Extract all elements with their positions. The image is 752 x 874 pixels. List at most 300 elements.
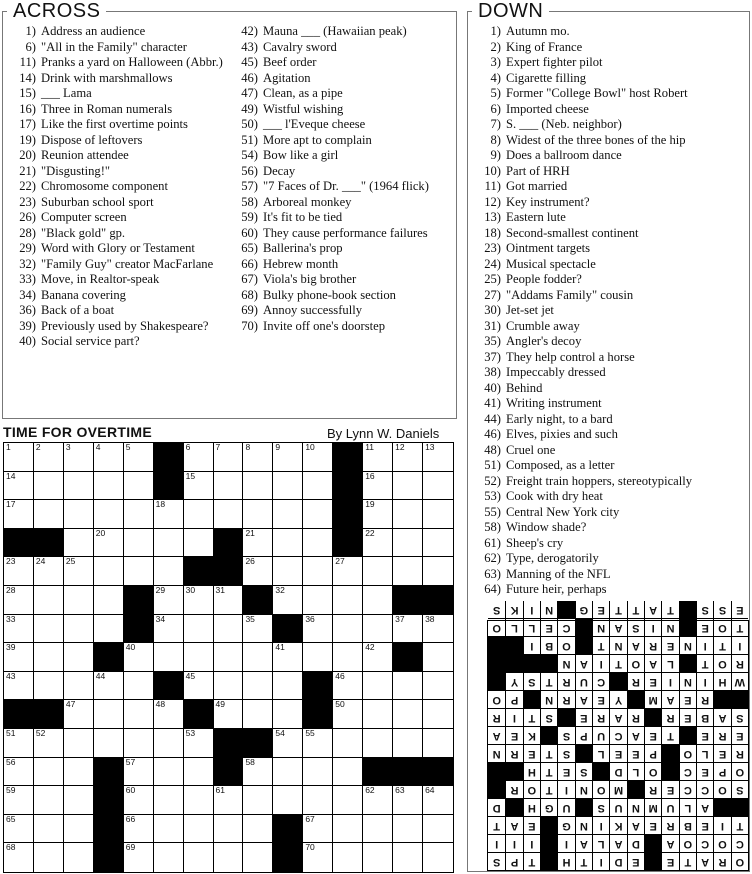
grid-cell[interactable] bbox=[34, 615, 64, 644]
grid-block bbox=[4, 700, 34, 729]
solution-block bbox=[540, 816, 557, 834]
grid-cell[interactable] bbox=[154, 586, 184, 615]
grid-block bbox=[124, 615, 154, 644]
across-clue bbox=[3, 148, 225, 164]
grid-cell[interactable] bbox=[393, 472, 423, 501]
across-clue bbox=[225, 241, 453, 257]
solution-letter: M bbox=[609, 780, 626, 798]
clue-number: 2) bbox=[490, 39, 501, 54]
grid-cell[interactable] bbox=[124, 729, 154, 758]
grid-cell[interactable] bbox=[184, 443, 214, 472]
grid-cell[interactable] bbox=[184, 643, 214, 672]
grid-cell[interactable] bbox=[214, 815, 244, 844]
grid-cell[interactable] bbox=[154, 843, 184, 872]
grid-cell[interactable] bbox=[393, 700, 423, 729]
grid-cell[interactable] bbox=[34, 643, 64, 672]
cell-number: 37 bbox=[395, 613, 405, 624]
grid-cell[interactable] bbox=[184, 786, 214, 815]
grid-cell[interactable] bbox=[154, 758, 184, 787]
grid-cell[interactable] bbox=[363, 529, 393, 558]
grid-cell[interactable] bbox=[64, 729, 94, 758]
grid-cell[interactable] bbox=[363, 672, 393, 701]
down-clue bbox=[468, 210, 743, 226]
grid-cell[interactable] bbox=[303, 843, 333, 872]
grid-cell[interactable] bbox=[303, 557, 333, 586]
grid-cell[interactable] bbox=[423, 843, 453, 872]
grid-cell[interactable] bbox=[94, 557, 124, 586]
grid-cell[interactable] bbox=[333, 815, 363, 844]
solution-letter: I bbox=[731, 636, 748, 654]
grid-cell[interactable] bbox=[363, 443, 393, 472]
grid-cell[interactable] bbox=[184, 758, 214, 787]
clue-text: Previously used by Shakespeare? bbox=[41, 318, 209, 333]
grid-cell[interactable] bbox=[154, 700, 184, 729]
grid-cell[interactable] bbox=[303, 815, 333, 844]
grid-cell[interactable] bbox=[34, 843, 64, 872]
grid-cell[interactable] bbox=[94, 500, 124, 529]
clue-text: They cause performance failures bbox=[263, 225, 428, 240]
cell-number: 18 bbox=[155, 499, 166, 510]
grid-cell[interactable] bbox=[333, 729, 363, 758]
grid-cell[interactable] bbox=[363, 843, 393, 872]
solution-letter: D bbox=[488, 798, 505, 816]
clue-text: Viola's big brother bbox=[263, 272, 357, 286]
down-clue bbox=[468, 443, 743, 459]
grid-cell[interactable] bbox=[363, 472, 393, 501]
clue-number: 56) bbox=[241, 163, 258, 178]
grid-cell[interactable] bbox=[184, 729, 214, 758]
down-clue bbox=[468, 102, 743, 118]
grid-cell[interactable] bbox=[64, 815, 94, 844]
solution-letter: N bbox=[575, 780, 592, 798]
grid-cell[interactable] bbox=[4, 472, 34, 501]
clue-text: Central New York city bbox=[506, 504, 620, 519]
solution-block bbox=[713, 798, 730, 816]
across-clue bbox=[3, 257, 225, 273]
grid-cell[interactable] bbox=[64, 615, 94, 644]
grid-cell[interactable] bbox=[423, 700, 453, 729]
solution-letter: E bbox=[679, 708, 696, 726]
grid-cell[interactable] bbox=[363, 586, 393, 615]
grid-cell[interactable] bbox=[64, 557, 94, 586]
grid-cell[interactable] bbox=[363, 643, 393, 672]
clue-number: 55) bbox=[484, 504, 501, 519]
grid-cell[interactable] bbox=[184, 500, 214, 529]
grid-cell[interactable] bbox=[4, 672, 34, 701]
solution-letter: R bbox=[731, 654, 748, 672]
grid-cell[interactable] bbox=[4, 643, 34, 672]
grid-cell[interactable] bbox=[393, 672, 423, 701]
grid-cell[interactable] bbox=[273, 500, 303, 529]
grid-cell[interactable] bbox=[423, 500, 453, 529]
solution-letter: C bbox=[679, 780, 696, 798]
grid-cell[interactable] bbox=[243, 672, 273, 701]
grid-cell[interactable] bbox=[214, 443, 244, 472]
grid-cell[interactable] bbox=[273, 443, 303, 472]
grid-cell[interactable] bbox=[243, 443, 273, 472]
clue-text: Invite off one's doorstep bbox=[263, 318, 386, 333]
grid-cell[interactable] bbox=[64, 700, 94, 729]
grid-cell[interactable] bbox=[303, 729, 333, 758]
solution-letter: E bbox=[731, 726, 748, 744]
solution-block bbox=[644, 708, 661, 726]
grid-cell[interactable] bbox=[393, 729, 423, 758]
grid-cell[interactable] bbox=[124, 758, 154, 787]
solution-letter: O bbox=[679, 834, 696, 852]
grid-cell[interactable] bbox=[34, 786, 64, 815]
grid-cell[interactable] bbox=[94, 615, 124, 644]
grid-cell[interactable] bbox=[303, 500, 333, 529]
solution-letter: O bbox=[713, 654, 730, 672]
clue-text: People fodder? bbox=[506, 272, 582, 286]
grid-cell[interactable] bbox=[94, 700, 124, 729]
cell-number: 64 bbox=[425, 785, 435, 796]
grid-block bbox=[154, 672, 184, 701]
grid-cell[interactable] bbox=[273, 529, 303, 558]
grid-cell[interactable] bbox=[363, 557, 393, 586]
grid-cell[interactable] bbox=[124, 472, 154, 501]
solution-letter: Y bbox=[505, 672, 522, 690]
grid-cell[interactable] bbox=[303, 643, 333, 672]
grid-cell[interactable] bbox=[273, 729, 303, 758]
grid-cell[interactable] bbox=[273, 557, 303, 586]
grid-cell[interactable] bbox=[184, 815, 214, 844]
across-clue bbox=[225, 195, 453, 211]
grid-cell[interactable] bbox=[4, 586, 34, 615]
grid-cell[interactable] bbox=[393, 815, 423, 844]
grid-cell[interactable] bbox=[154, 557, 184, 586]
grid-cell[interactable] bbox=[423, 729, 453, 758]
grid-cell[interactable] bbox=[214, 586, 244, 615]
grid-cell[interactable] bbox=[34, 500, 64, 529]
grid-block bbox=[423, 758, 453, 787]
grid-cell[interactable] bbox=[64, 758, 94, 787]
across-clue bbox=[3, 272, 225, 288]
down-clue bbox=[468, 24, 743, 40]
cell-number: 10 bbox=[305, 442, 315, 452]
grid-cell[interactable] bbox=[94, 472, 124, 501]
grid-cell[interactable] bbox=[124, 529, 154, 558]
grid-cell[interactable] bbox=[154, 815, 184, 844]
grid-cell[interactable] bbox=[94, 729, 124, 758]
solution-letter: N bbox=[488, 744, 505, 762]
grid-cell[interactable] bbox=[154, 500, 184, 529]
solution-letter: R bbox=[661, 708, 678, 726]
grid-cell[interactable] bbox=[184, 672, 214, 701]
grid-cell[interactable] bbox=[243, 643, 273, 672]
grid-cell[interactable] bbox=[363, 615, 393, 644]
grid-block bbox=[243, 586, 273, 615]
grid-cell[interactable] bbox=[243, 472, 273, 501]
grid-cell[interactable] bbox=[214, 472, 244, 501]
grid-cell[interactable] bbox=[273, 586, 303, 615]
cell-number: 53 bbox=[185, 728, 196, 738]
grid-cell[interactable] bbox=[4, 815, 34, 844]
grid-cell[interactable] bbox=[214, 786, 244, 815]
grid-cell[interactable] bbox=[4, 557, 34, 586]
grid-block bbox=[214, 557, 244, 586]
grid-cell[interactable] bbox=[243, 529, 273, 558]
grid-cell[interactable] bbox=[303, 443, 333, 472]
clue-text: They help control a horse bbox=[506, 349, 635, 364]
cell-number: 6 bbox=[185, 442, 191, 452]
across-clue bbox=[225, 24, 453, 40]
grid-cell[interactable] bbox=[34, 815, 64, 844]
grid-cell[interactable] bbox=[94, 443, 124, 472]
solution-letter: U bbox=[609, 798, 626, 816]
grid-cell[interactable] bbox=[4, 500, 34, 529]
solution-block bbox=[540, 852, 557, 870]
grid-cell[interactable] bbox=[243, 815, 273, 844]
clue-number: 27) bbox=[484, 287, 501, 302]
grid-cell[interactable] bbox=[124, 843, 154, 872]
grid-cell[interactable] bbox=[64, 843, 94, 872]
grid-cell[interactable] bbox=[423, 443, 453, 472]
grid-cell[interactable] bbox=[64, 443, 94, 472]
grid-cell[interactable] bbox=[333, 786, 363, 815]
grid-cell[interactable] bbox=[303, 615, 333, 644]
clue-number: 39) bbox=[19, 318, 36, 333]
grid-cell[interactable] bbox=[214, 615, 244, 644]
clue-number: 34) bbox=[19, 287, 36, 302]
grid-cell[interactable] bbox=[4, 758, 34, 787]
solution-block bbox=[488, 654, 505, 672]
grid-cell[interactable] bbox=[34, 557, 64, 586]
grid-cell[interactable] bbox=[64, 529, 94, 558]
grid-cell[interactable] bbox=[64, 500, 94, 529]
grid-cell[interactable] bbox=[273, 672, 303, 701]
grid-cell[interactable] bbox=[273, 472, 303, 501]
grid-cell[interactable] bbox=[184, 615, 214, 644]
grid-cell[interactable] bbox=[124, 643, 154, 672]
clue-text: Pranks a yard on Halloween (Abbr.) bbox=[41, 55, 223, 69]
clue-number: 46) bbox=[241, 70, 258, 85]
solution-letter: N bbox=[540, 601, 557, 618]
solution-letter: E bbox=[696, 816, 713, 834]
solution-letter: D bbox=[609, 762, 626, 780]
solution-letter: C bbox=[696, 834, 713, 852]
grid-cell[interactable] bbox=[393, 500, 423, 529]
grid-cell[interactable] bbox=[4, 443, 34, 472]
grid-cell[interactable] bbox=[363, 500, 393, 529]
solution-letter: I bbox=[713, 816, 730, 834]
grid-cell[interactable] bbox=[393, 786, 423, 815]
grid-cell[interactable] bbox=[333, 843, 363, 872]
clue-number: 22) bbox=[19, 179, 36, 193]
cell-number: 47 bbox=[65, 699, 76, 710]
grid-cell[interactable] bbox=[124, 815, 154, 844]
grid-block bbox=[94, 843, 124, 872]
solution-letter: S bbox=[713, 601, 730, 618]
cell-number: 58 bbox=[245, 756, 255, 767]
grid-cell[interactable] bbox=[4, 615, 34, 644]
solution-letter: O bbox=[557, 636, 574, 654]
across-clue bbox=[225, 71, 453, 87]
grid-cell[interactable] bbox=[423, 472, 453, 501]
clue-text: Jet-set jet bbox=[506, 303, 554, 317]
grid-cell[interactable] bbox=[124, 500, 154, 529]
grid-cell[interactable] bbox=[303, 472, 333, 501]
grid-cell[interactable] bbox=[64, 672, 94, 701]
across-clue bbox=[225, 148, 453, 164]
solution-block bbox=[644, 852, 661, 870]
grid-cell[interactable] bbox=[423, 815, 453, 844]
grid-cell[interactable] bbox=[243, 786, 273, 815]
grid-cell[interactable] bbox=[94, 529, 124, 558]
solution-letter: A bbox=[609, 618, 626, 636]
grid-cell[interactable] bbox=[124, 672, 154, 701]
grid-cell[interactable] bbox=[303, 586, 333, 615]
solution-letter: T bbox=[540, 672, 557, 690]
grid-cell[interactable] bbox=[154, 615, 184, 644]
solution-block bbox=[609, 672, 626, 690]
grid-cell[interactable] bbox=[243, 500, 273, 529]
grid-cell[interactable] bbox=[34, 472, 64, 501]
grid-cell[interactable] bbox=[214, 672, 244, 701]
grid-cell[interactable] bbox=[34, 672, 64, 701]
clue-number: 24) bbox=[484, 256, 501, 271]
grid-cell[interactable] bbox=[273, 643, 303, 672]
grid-cell[interactable] bbox=[333, 643, 363, 672]
grid-cell[interactable] bbox=[423, 643, 453, 672]
grid-cell[interactable] bbox=[94, 586, 124, 615]
grid-block bbox=[94, 815, 124, 844]
grid-cell[interactable] bbox=[303, 758, 333, 787]
solution-letter: T bbox=[488, 816, 505, 834]
down-clue bbox=[468, 365, 743, 381]
clue-text: Mauna ___ (Hawaiian peak) bbox=[263, 24, 407, 38]
grid-cell[interactable] bbox=[393, 529, 423, 558]
grid-cell[interactable] bbox=[333, 615, 363, 644]
grid-cell[interactable] bbox=[333, 586, 363, 615]
solution-letter: D bbox=[627, 834, 644, 852]
solution-letter: Y bbox=[609, 690, 626, 708]
grid-cell[interactable] bbox=[393, 557, 423, 586]
grid-cell[interactable] bbox=[124, 700, 154, 729]
solution-letter: N bbox=[627, 798, 644, 816]
grid-cell[interactable] bbox=[214, 700, 244, 729]
clue-text: Bow like a girl bbox=[263, 148, 339, 162]
grid-cell[interactable] bbox=[423, 557, 453, 586]
grid-cell[interactable] bbox=[154, 529, 184, 558]
grid-cell[interactable] bbox=[154, 729, 184, 758]
solution-letter: S bbox=[488, 852, 505, 870]
grid-cell[interactable] bbox=[243, 843, 273, 872]
grid-cell[interactable] bbox=[243, 700, 273, 729]
grid-cell[interactable] bbox=[64, 786, 94, 815]
grid-cell[interactable] bbox=[214, 643, 244, 672]
grid-cell[interactable] bbox=[184, 529, 214, 558]
grid-cell[interactable] bbox=[184, 843, 214, 872]
solution-letter: O bbox=[644, 762, 661, 780]
grid-cell[interactable] bbox=[64, 643, 94, 672]
grid-cell[interactable] bbox=[393, 843, 423, 872]
solution-letter: E bbox=[661, 780, 678, 798]
grid-cell[interactable] bbox=[4, 843, 34, 872]
grid-cell[interactable] bbox=[423, 529, 453, 558]
grid-cell[interactable] bbox=[363, 815, 393, 844]
clue-text: Bulky phone-book section bbox=[263, 287, 396, 302]
grid-cell[interactable] bbox=[393, 443, 423, 472]
solution-letter: R bbox=[644, 636, 661, 654]
down-clue bbox=[468, 272, 743, 288]
grid-cell[interactable] bbox=[34, 586, 64, 615]
cell-number: 68 bbox=[6, 842, 16, 853]
across-clue bbox=[3, 55, 225, 71]
solution-letter: E bbox=[540, 618, 557, 636]
grid-cell[interactable] bbox=[303, 786, 333, 815]
grid-cell[interactable] bbox=[34, 729, 64, 758]
grid-cell[interactable] bbox=[243, 615, 273, 644]
grid-cell[interactable] bbox=[303, 529, 333, 558]
grid-cell[interactable] bbox=[214, 843, 244, 872]
grid-cell[interactable] bbox=[4, 786, 34, 815]
cell-number: 27 bbox=[335, 556, 345, 567]
grid-block bbox=[243, 729, 273, 758]
across-clue bbox=[3, 303, 225, 319]
grid-cell[interactable] bbox=[184, 472, 214, 501]
down-clue bbox=[468, 536, 743, 552]
across-clue bbox=[3, 102, 225, 118]
grid-cell[interactable] bbox=[4, 729, 34, 758]
grid-cell[interactable] bbox=[154, 643, 184, 672]
solution-block bbox=[679, 601, 696, 618]
solution-letter: C bbox=[731, 834, 748, 852]
clue-text: More apt to complain bbox=[263, 132, 372, 147]
grid-cell[interactable] bbox=[423, 786, 453, 815]
grid-cell[interactable] bbox=[124, 443, 154, 472]
grid-cell[interactable] bbox=[94, 672, 124, 701]
grid-cell[interactable] bbox=[124, 557, 154, 586]
grid-cell[interactable] bbox=[273, 758, 303, 787]
grid-cell[interactable] bbox=[423, 615, 453, 644]
clue-text: Cavalry sword bbox=[263, 39, 337, 54]
solution-letter: B bbox=[679, 816, 696, 834]
grid-cell[interactable] bbox=[34, 758, 64, 787]
grid-cell[interactable] bbox=[243, 758, 273, 787]
grid-cell[interactable] bbox=[154, 786, 184, 815]
solution-letter: A bbox=[627, 636, 644, 654]
grid-cell[interactable] bbox=[393, 615, 423, 644]
clue-number: 17) bbox=[19, 117, 36, 131]
solution-letter: A bbox=[575, 690, 592, 708]
grid-cell[interactable] bbox=[64, 586, 94, 615]
grid-cell[interactable] bbox=[363, 729, 393, 758]
grid-cell[interactable] bbox=[333, 672, 363, 701]
solution-letter: E bbox=[609, 744, 626, 762]
grid-cell[interactable] bbox=[184, 586, 214, 615]
grid-cell[interactable] bbox=[333, 557, 363, 586]
grid-cell[interactable] bbox=[124, 786, 154, 815]
grid-cell[interactable] bbox=[243, 557, 273, 586]
clue-number: 4) bbox=[490, 70, 501, 85]
grid-cell[interactable] bbox=[333, 758, 363, 787]
across-clue bbox=[225, 40, 453, 56]
grid-cell[interactable] bbox=[273, 786, 303, 815]
solution-letter: I bbox=[592, 816, 609, 834]
grid-cell[interactable] bbox=[214, 500, 244, 529]
grid-cell[interactable] bbox=[333, 700, 363, 729]
grid-cell[interactable] bbox=[363, 700, 393, 729]
grid-cell[interactable] bbox=[34, 443, 64, 472]
grid-cell[interactable] bbox=[273, 700, 303, 729]
solution-letter: E bbox=[644, 816, 661, 834]
solution-block bbox=[488, 762, 505, 780]
grid-cell[interactable] bbox=[423, 672, 453, 701]
clue-number: 63) bbox=[484, 566, 501, 581]
grid-cell[interactable] bbox=[363, 786, 393, 815]
grid-cell[interactable] bbox=[64, 472, 94, 501]
